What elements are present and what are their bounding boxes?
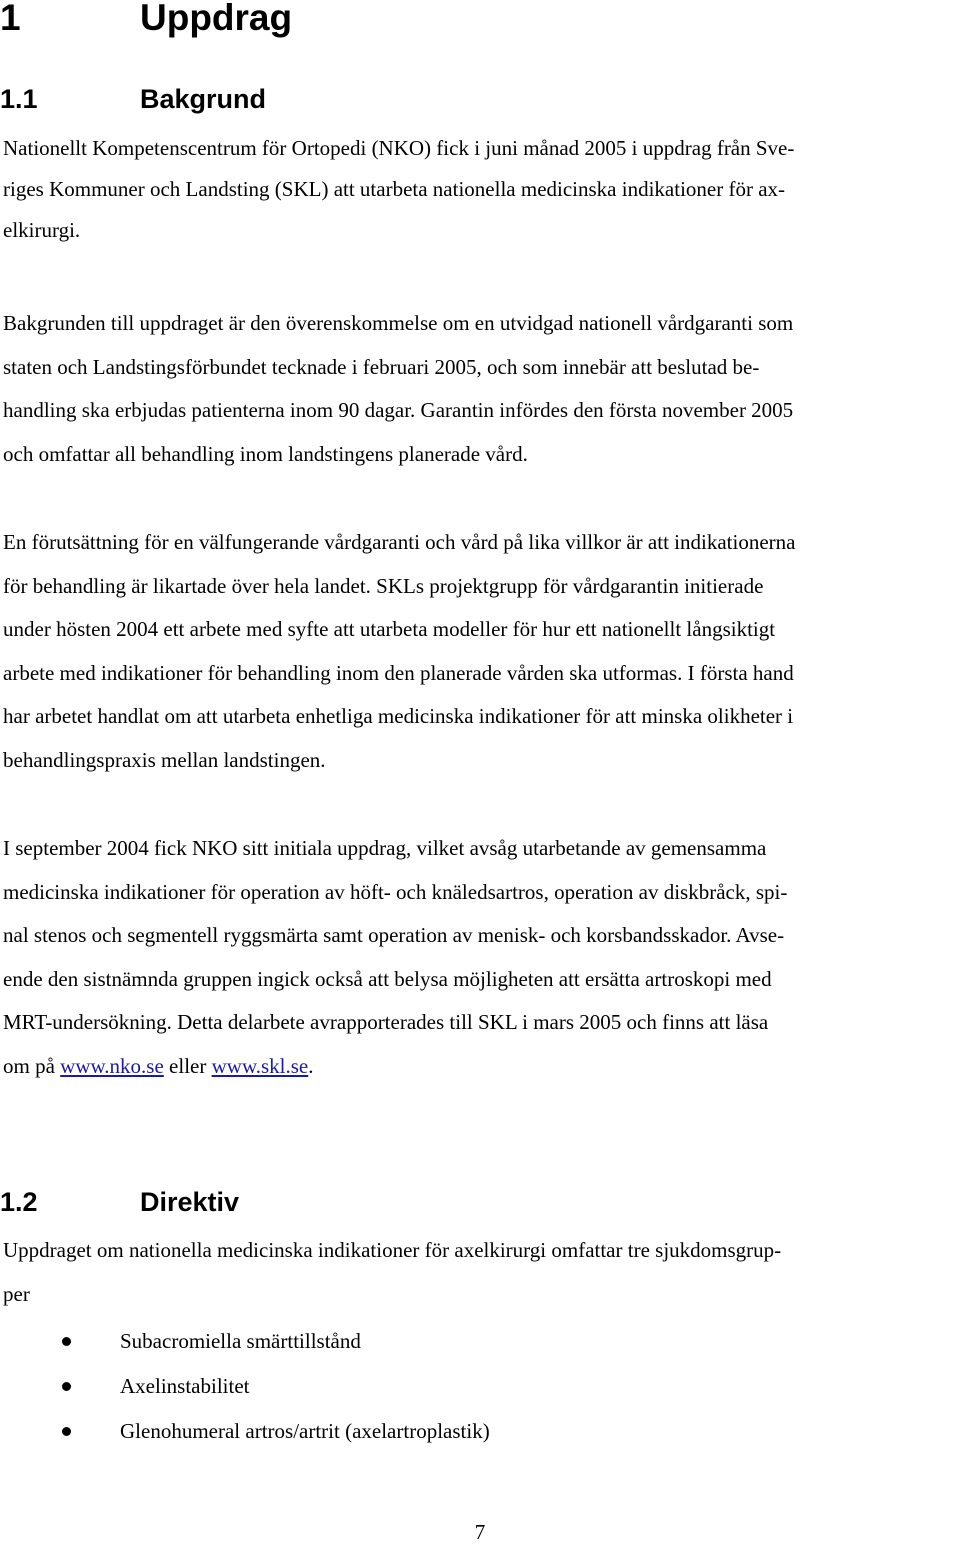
section-heading-direktiv xyxy=(0,1184,239,1220)
text-line: Nationellt Kompetenscentrum för Ortopedi (NKO) fick i juni månad 2005 i uppdrag från Sve- xyxy=(3,136,795,160)
chapter-number: 1 xyxy=(0,0,21,38)
paragraph-bakgrund-4 xyxy=(3,827,958,1089)
paragraph-bakgrund-2 xyxy=(3,302,958,476)
text-fragment: om på xyxy=(3,1053,61,1078)
list-item-text: Subacromiella smärttillstånd xyxy=(120,1329,361,1353)
text-line: riges Kommuner och Landsting (SKL) att utarbeta nationella medicinska indikationer för ax- xyxy=(3,177,786,201)
paragraph-direktiv xyxy=(3,1229,958,1316)
text-line: och omfattar all behandling inom landstingens planerade vård. xyxy=(3,441,528,466)
paragraph-bakgrund-1 xyxy=(3,128,958,251)
section-heading-bakgrund xyxy=(0,81,266,117)
paragraph-bakgrund-3 xyxy=(3,521,958,783)
text-line: Uppdraget om nationella medicinska indikationer för axelkirurgi omfattar tre sjukdomsgrup- xyxy=(3,1238,782,1262)
link-skl[interactable]: www.skl.se xyxy=(211,1053,309,1078)
text-line: medicinska indikationer för operation av höft- och knäledsartros, operation av diskbråck, spi- xyxy=(3,879,788,904)
text-line: MRT-undersökning. Detta delarbete avrapporterades till SKL i mars 2005 och finns att läsa xyxy=(3,1010,769,1035)
section-number: 1.1 xyxy=(0,84,38,114)
text-line: per xyxy=(3,1281,30,1306)
text-line: handling ska erbjudas patienterna inom 90 dagar. Garantin infördes den första november 2005 xyxy=(3,398,794,423)
text-line: En förutsättning för en välfungerande vårdgaranti och vård på lika villkor är att indikationerna xyxy=(3,530,796,554)
text-line: nal stenos och segmentell ryggsmärta samt operation av menisk- och korsbandsskador. Avse- xyxy=(3,923,785,948)
chapter-heading xyxy=(0,0,292,42)
text-line: ende den sistnämnda gruppen ingick också att belysa möjligheten att ersätta artroskopi med xyxy=(3,966,772,991)
bullet-icon xyxy=(62,1382,71,1391)
text-line: för behandling är likartade över hela landet. SKLs projektgrupp för vårdgarantin initierade xyxy=(3,573,764,598)
chapter-title: Uppdrag xyxy=(140,0,293,38)
section-number: 1.2 xyxy=(0,1187,38,1217)
text-line: I september 2004 fick NKO sitt initiala uppdrag, vilket avsåg utarbetande av gemensamma xyxy=(3,836,767,860)
text-line: Bakgrunden till uppdraget är den överenskommelse om en utvidgad nationell vårdgaranti som xyxy=(3,311,794,335)
text-line: staten och Landstingsförbundet tecknade i februari 2005, och som innebär att beslutad be- xyxy=(3,354,760,379)
bullet-icon xyxy=(62,1427,71,1436)
text-line: arbete med indikationer för behandling inom den planerade vården ska utformas. I första hand xyxy=(3,660,794,685)
list-item-text: Axelinstabilitet xyxy=(120,1374,250,1398)
text-fragment: . xyxy=(308,1053,314,1078)
bullet-icon xyxy=(62,1337,71,1346)
page-number: 7 xyxy=(474,1520,486,1544)
text-line: behandlingspraxis mellan landstingen. xyxy=(3,747,326,772)
text-line-with-links xyxy=(3,1045,958,1089)
text-line: har arbetet handlat om att utarbeta enhetliga medicinska indikationer för att minska olikheter i xyxy=(3,704,794,729)
list-item-text: Glenohumeral artros/artrit (axelartroplastik) xyxy=(120,1419,490,1443)
section-title: Bakgrund xyxy=(140,84,267,114)
text-line: under hösten 2004 ett arbete med syfte att utarbeta modeller för hur ett nationellt långsiktigt xyxy=(3,617,776,642)
link-nko[interactable]: www.nko.se xyxy=(60,1053,164,1078)
text-line: elkirurgi. xyxy=(3,218,81,242)
text-fragment: eller xyxy=(163,1053,212,1078)
section-title: Direktiv xyxy=(140,1187,240,1217)
